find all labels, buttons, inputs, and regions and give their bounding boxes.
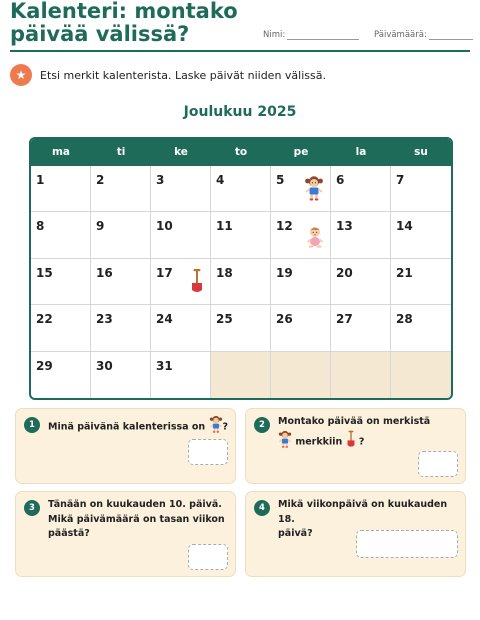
calendar-day-31 (151, 352, 211, 398)
question-number: 2 (254, 417, 270, 433)
date-label: Päivämäärä: (374, 30, 427, 40)
calendar-empty-cell (271, 352, 331, 398)
calendar-empty-cell (331, 352, 391, 398)
calendar-day-14 (391, 212, 451, 258)
weekday-mon: ma (51, 146, 71, 158)
question-number: 4 (254, 500, 270, 516)
girl-icon (209, 415, 223, 439)
instruction (10, 64, 326, 86)
question-3-box (15, 491, 236, 577)
calendar (29, 137, 453, 400)
day-number: 9 (96, 219, 105, 234)
weekday-sat: la (355, 146, 367, 158)
day-number: 6 (336, 173, 345, 187)
calendar-day-2 (91, 166, 151, 212)
day-number: 7 (396, 173, 405, 187)
calendar-day-3 (151, 166, 211, 212)
calendar-day-4 (211, 166, 271, 212)
weekday-fri: pe (293, 146, 309, 158)
calendar-day-13 (331, 212, 391, 258)
answer-field-2[interactable] (418, 451, 458, 477)
calendar-day-16 (91, 259, 151, 305)
answer-field-1[interactable] (188, 439, 228, 465)
day-number: 18 (216, 265, 233, 280)
worksheet-title (10, 0, 238, 46)
calendar-day-21 (391, 259, 451, 305)
day-number: 12 (276, 219, 293, 234)
day-number: 11 (216, 219, 233, 234)
day-number: 24 (156, 312, 173, 327)
question-number: 1 (24, 417, 40, 433)
question-4-box (245, 491, 466, 577)
name-label: Nimi: (263, 30, 286, 40)
day-number: 13 (336, 219, 353, 234)
calendar-empty-cell (211, 352, 271, 398)
calendar-day-15 (31, 259, 91, 305)
day-number: 31 (156, 358, 173, 373)
day-number: 4 (216, 173, 225, 187)
day-number: 2 (96, 173, 105, 187)
day-number: 20 (336, 265, 353, 280)
baby-icon (306, 226, 324, 252)
calendar-day-26 (271, 305, 331, 351)
day-number: 27 (336, 312, 353, 327)
calendar-day-28 (391, 305, 451, 351)
day-number: 28 (396, 312, 413, 327)
day-number: 8 (36, 219, 45, 234)
date-line[interactable] (429, 30, 473, 40)
girl-icon (304, 175, 324, 205)
day-number: 1 (36, 173, 45, 187)
calendar-day-23 (91, 305, 151, 351)
day-number: 15 (36, 265, 53, 280)
question-1-box (15, 408, 236, 484)
name-field (263, 30, 359, 40)
weekday-thu: to (234, 146, 248, 158)
calendar-day-6 (331, 166, 391, 212)
calendar-grid (31, 166, 451, 398)
day-number: 5 (276, 173, 285, 187)
day-number: 22 (36, 312, 53, 327)
calendar-day-7 (391, 166, 451, 212)
girl-icon (278, 430, 292, 454)
weekday-tue: ti (116, 146, 126, 158)
calendar-day-27 (331, 305, 391, 351)
day-number: 30 (96, 358, 113, 373)
day-number: 29 (36, 358, 53, 373)
weekday-sun: su (414, 146, 428, 158)
day-number: 26 (276, 312, 293, 327)
calendar-day-20 (331, 259, 391, 305)
day-number: 19 (276, 265, 293, 280)
answer-field-3[interactable] (188, 544, 228, 570)
calendar-empty-cell (391, 352, 451, 398)
instruction-text: Etsi merkit kalenterista. Laske päivät niiden välissä. (40, 68, 326, 82)
date-field (374, 30, 473, 40)
day-number: 25 (216, 312, 233, 327)
title-line-1: Kalenteri: montako (10, 0, 238, 23)
question-2-text: Montako päivää on merkistä merkkiin ? (278, 415, 430, 453)
question-2-box (245, 408, 466, 484)
weekday-wed: ke (174, 146, 188, 158)
calendar-day-8 (31, 212, 91, 258)
shovel-icon (190, 268, 204, 298)
calendar-day-10 (151, 212, 211, 258)
calendar-day-18 (211, 259, 271, 305)
question-number: 3 (24, 500, 40, 516)
calendar-day-30 (91, 352, 151, 398)
weekday-header (31, 139, 451, 166)
question-3-text: Tänään on kuukauden 10. päivä. Mikä päivämäärä on tasan viikon päästä? (48, 499, 225, 539)
calendar-day-11 (211, 212, 271, 258)
header-divider (10, 50, 470, 52)
calendar-day-29 (31, 352, 91, 398)
question-4-text: Mikä viikonpäivä on kuukauden 18. päivä? (278, 499, 448, 539)
calendar-day-24 (151, 305, 211, 351)
calendar-day-25 (211, 305, 271, 351)
star-icon: ★ (10, 64, 32, 86)
question-1-text: Minä päivänä kalenterissa on ? (48, 415, 228, 439)
calendar-day-9 (91, 212, 151, 258)
answer-field-4[interactable] (356, 530, 458, 558)
day-number: 21 (396, 265, 413, 280)
day-number: 17 (156, 265, 173, 280)
calendar-day-12 (271, 212, 331, 258)
day-number: 23 (96, 312, 113, 327)
day-number: 3 (156, 173, 165, 187)
calendar-day-17 (151, 259, 211, 305)
day-number: 10 (156, 219, 173, 234)
calendar-day-1 (31, 166, 91, 212)
day-number: 16 (96, 265, 113, 280)
calendar-day-5 (271, 166, 331, 212)
shovel-icon (346, 430, 356, 454)
name-line[interactable] (287, 30, 359, 40)
month-title: Joulukuu 2025 (183, 104, 297, 120)
calendar-day-22 (31, 305, 91, 351)
day-number: 14 (396, 219, 413, 234)
calendar-day-19 (271, 259, 331, 305)
title-line-2: päivää välissä? (10, 22, 190, 46)
